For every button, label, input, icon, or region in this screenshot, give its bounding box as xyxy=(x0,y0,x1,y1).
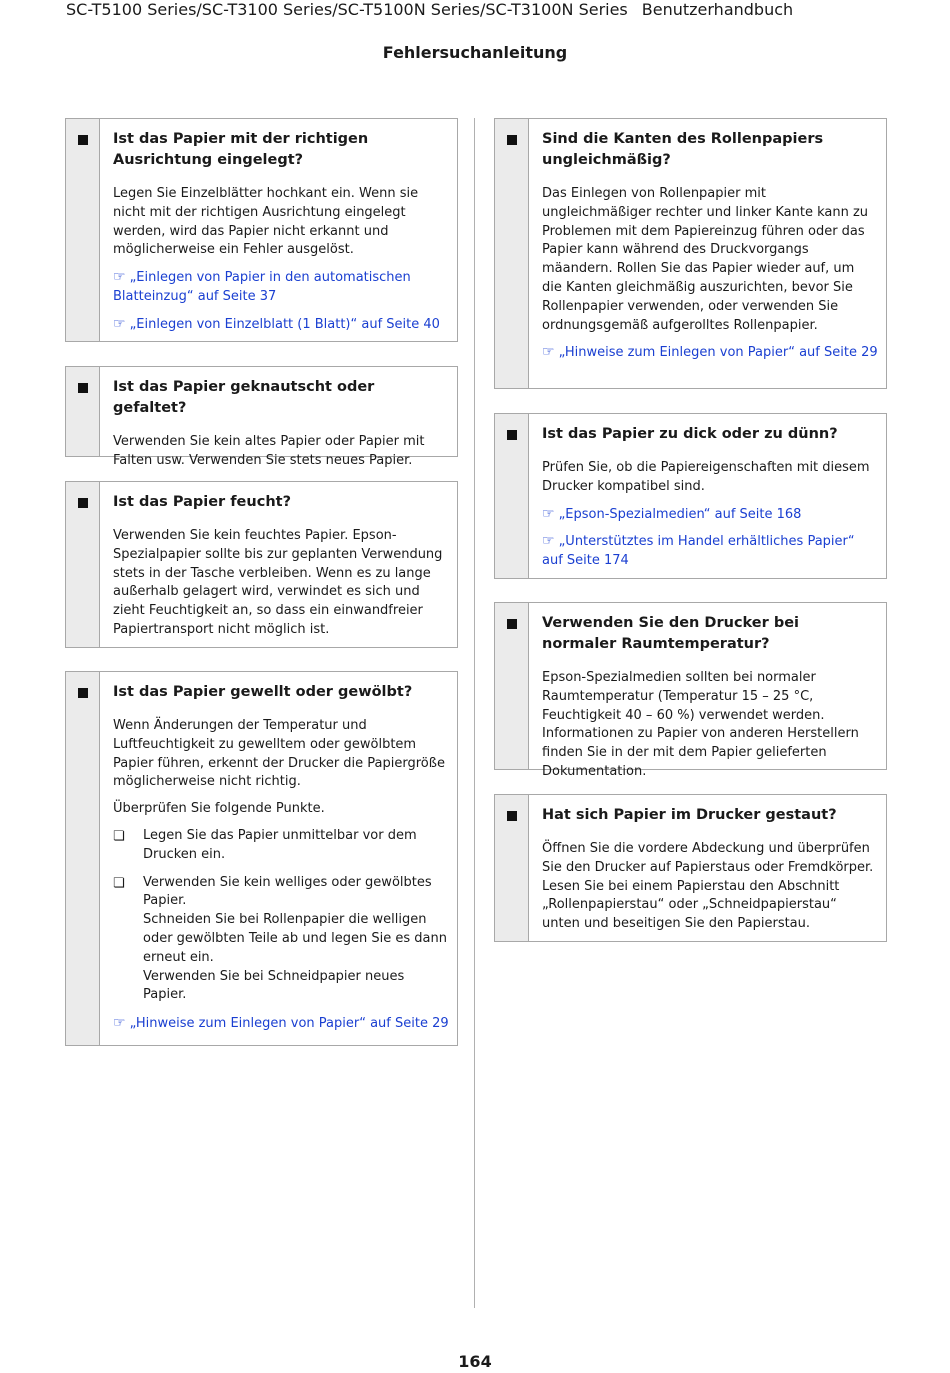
checklist-subtext: Schneiden Sie bei Rollenpapier die welligen oder gewölbten Teile ab und legen Sie es dann erneut ein. xyxy=(143,912,447,965)
link-text: „Einlegen von Einzelblatt (1 Blatt)“ auf Seite 40 xyxy=(129,316,440,332)
faq-box-damp xyxy=(65,481,458,648)
pointing-hand-icon: ☞ xyxy=(113,315,126,332)
cross-reference-link[interactable] xyxy=(542,532,878,571)
column-divider xyxy=(474,118,475,1308)
checklist-subtext: Verwenden Sie bei Schneidpapier neues Papier. xyxy=(143,968,405,1003)
header-series: SC-T5100 Series/SC-T3100 Series/SC-T5100N Series/SC-T3100N Series xyxy=(66,0,628,19)
box-gutter xyxy=(66,367,100,456)
answer-text: Öffnen Sie die vordere Abdeckung und überprüfen Sie den Drucker auf Papierstaus oder Fremdkörper. Lesen Sie bei einem Papierstau den Abschnitt „Rollenpapierstau“ oder „Schneidpapierstau“ unten und beseitigen Sie den Papierstau. xyxy=(542,841,874,932)
question-heading: Sind die Kanten des Rollenpapiers ungleichmäßig? xyxy=(542,131,824,168)
square-bullet-icon xyxy=(507,811,517,821)
cross-reference-link[interactable] xyxy=(113,268,449,307)
answer-text: Verwenden Sie kein feuchtes Papier. Epson-Spezialpapier sollte bis zur geplanten Verwendung stets in der Tasche verbleiben. Wenn es zu lange außerhalb gelagert wird, verwindet es sich und zieht Feuchtigkeit an, so dass ein einwandfreier Papiertransport nicht möglich ist. xyxy=(113,528,443,637)
square-bullet-icon xyxy=(78,688,88,698)
faq-box-jam xyxy=(494,794,887,942)
question-heading: Ist das Papier zu dick oder zu dünn? xyxy=(542,426,838,442)
header-manual: Benutzerhandbuch xyxy=(641,0,794,19)
link-text: „Einlegen von Papier in den automatischen Blatteinzug“ auf Seite 37 xyxy=(113,270,411,304)
question-heading: Ist das Papier gewellt oder gewölbt? xyxy=(113,684,413,700)
question-heading: Ist das Papier mit der richtigen Ausrichtung eingelegt? xyxy=(113,131,369,168)
square-bullet-icon xyxy=(78,383,88,393)
answer-text: Verwenden Sie kein altes Papier oder Papier mit Falten usw. Verwenden Sie stets neues Papier. xyxy=(113,434,425,468)
section-title: Fehlersuchanleitung xyxy=(382,43,568,62)
checkbox-icon: ❏ xyxy=(113,875,125,891)
square-bullet-icon xyxy=(507,135,517,145)
question-heading: Verwenden Sie den Drucker bei normaler Raumtemperatur? xyxy=(542,615,800,652)
link-text: „Hinweise zum Einlegen von Papier“ auf Seite 29 xyxy=(129,1016,449,1032)
cross-reference-link[interactable] xyxy=(542,343,878,363)
checklist-text: Legen Sie das Papier unmittelbar vor dem Drucken ein. xyxy=(143,827,417,862)
box-gutter xyxy=(495,603,529,769)
question-heading: Ist das Papier geknautscht oder gefaltet? xyxy=(113,379,375,416)
checkbox-icon: ❏ xyxy=(113,828,125,844)
square-bullet-icon xyxy=(507,430,517,440)
header-line xyxy=(66,0,793,19)
box-gutter xyxy=(66,672,100,1045)
pointing-hand-icon: ☞ xyxy=(113,1015,126,1032)
pointing-hand-icon: ☞ xyxy=(542,505,555,522)
pointing-hand-icon: ☞ xyxy=(542,344,555,361)
question-heading: Hat sich Papier im Drucker gestaut? xyxy=(542,807,837,823)
box-gutter xyxy=(495,119,529,388)
box-gutter xyxy=(66,119,100,341)
checklist-text: Verwenden Sie kein welliges oder gewölbtes Papier. xyxy=(143,874,432,909)
square-bullet-icon xyxy=(78,498,88,508)
answer-text: Epson-Spezialmedien sollten bei normaler Raumtemperatur (Temperatur 15 – 25 °C, Feuchtigkeit 40 – 60 %) verwendet werden. Informationen zu Papier von anderen Herstellern finden Sie in der mit dem Papier gelieferten Dokumentation. xyxy=(542,670,859,779)
pointing-hand-icon: ☞ xyxy=(542,533,555,550)
square-bullet-icon xyxy=(507,619,517,629)
checklist-item xyxy=(113,827,449,865)
question-heading: Ist das Papier feucht? xyxy=(113,494,291,510)
link-text: „Unterstütztes im Handel erhältliches Papier“ auf Seite 174 xyxy=(542,534,855,569)
cross-reference-link[interactable] xyxy=(542,505,878,525)
faq-box-orientation xyxy=(65,118,458,342)
cross-reference-link[interactable] xyxy=(113,1014,449,1034)
check-intro: Überprüfen Sie folgende Punkte. xyxy=(113,801,325,817)
answer-text: Prüfen Sie, ob die Papiereigenschaften mit diesem Drucker kompatibel sind. xyxy=(542,460,870,494)
box-gutter xyxy=(66,482,100,647)
checklist-item xyxy=(113,874,449,1006)
link-text: „Epson-Spezialmedien“ auf Seite 168 xyxy=(558,506,802,522)
faq-box-thickness xyxy=(494,413,887,579)
pointing-hand-icon: ☞ xyxy=(113,269,126,286)
link-text: „Hinweise zum Einlegen von Papier“ auf Seite 29 xyxy=(558,345,878,361)
answer-text: Wenn Änderungen der Temperatur und Luftfeuchtigkeit zu gewelltem oder gewölbtem Papier führen, erkennt der Drucker die Papiergröße möglicherweise nicht richtig. xyxy=(113,718,445,790)
square-bullet-icon xyxy=(78,135,88,145)
faq-box-creased xyxy=(65,366,458,468)
page-number: 164 xyxy=(458,1352,492,1371)
faq-box-edges xyxy=(494,118,887,389)
box-gutter xyxy=(495,795,529,941)
cross-reference-link[interactable] xyxy=(113,315,449,335)
faq-box-curled xyxy=(65,671,458,1046)
box-gutter xyxy=(495,414,529,578)
answer-text: Das Einlegen von Rollenpapier mit ungleichmäßiger rechter und linker Kante kann zu Problemen mit dem Papiereinzug führen oder das Papier kann während des Druckvorgangs mäandern. Rollen Sie das Papier wieder auf, um die Kanten gleichmäßig auszurichten, bevor Sie Rollenpapier verwenden, oder verwenden Sie ordnungsgemäß aufgerolltes Rollenpapier. xyxy=(542,186,869,333)
answer-text: Legen Sie Einzelblätter hochkant ein. Wenn sie nicht mit der richtigen Ausrichtung eingelegt werden, wird das Papier nicht erkannt und möglicherweise ein Fehler ausgelöst. xyxy=(113,186,419,258)
faq-box-temperature xyxy=(494,602,887,779)
